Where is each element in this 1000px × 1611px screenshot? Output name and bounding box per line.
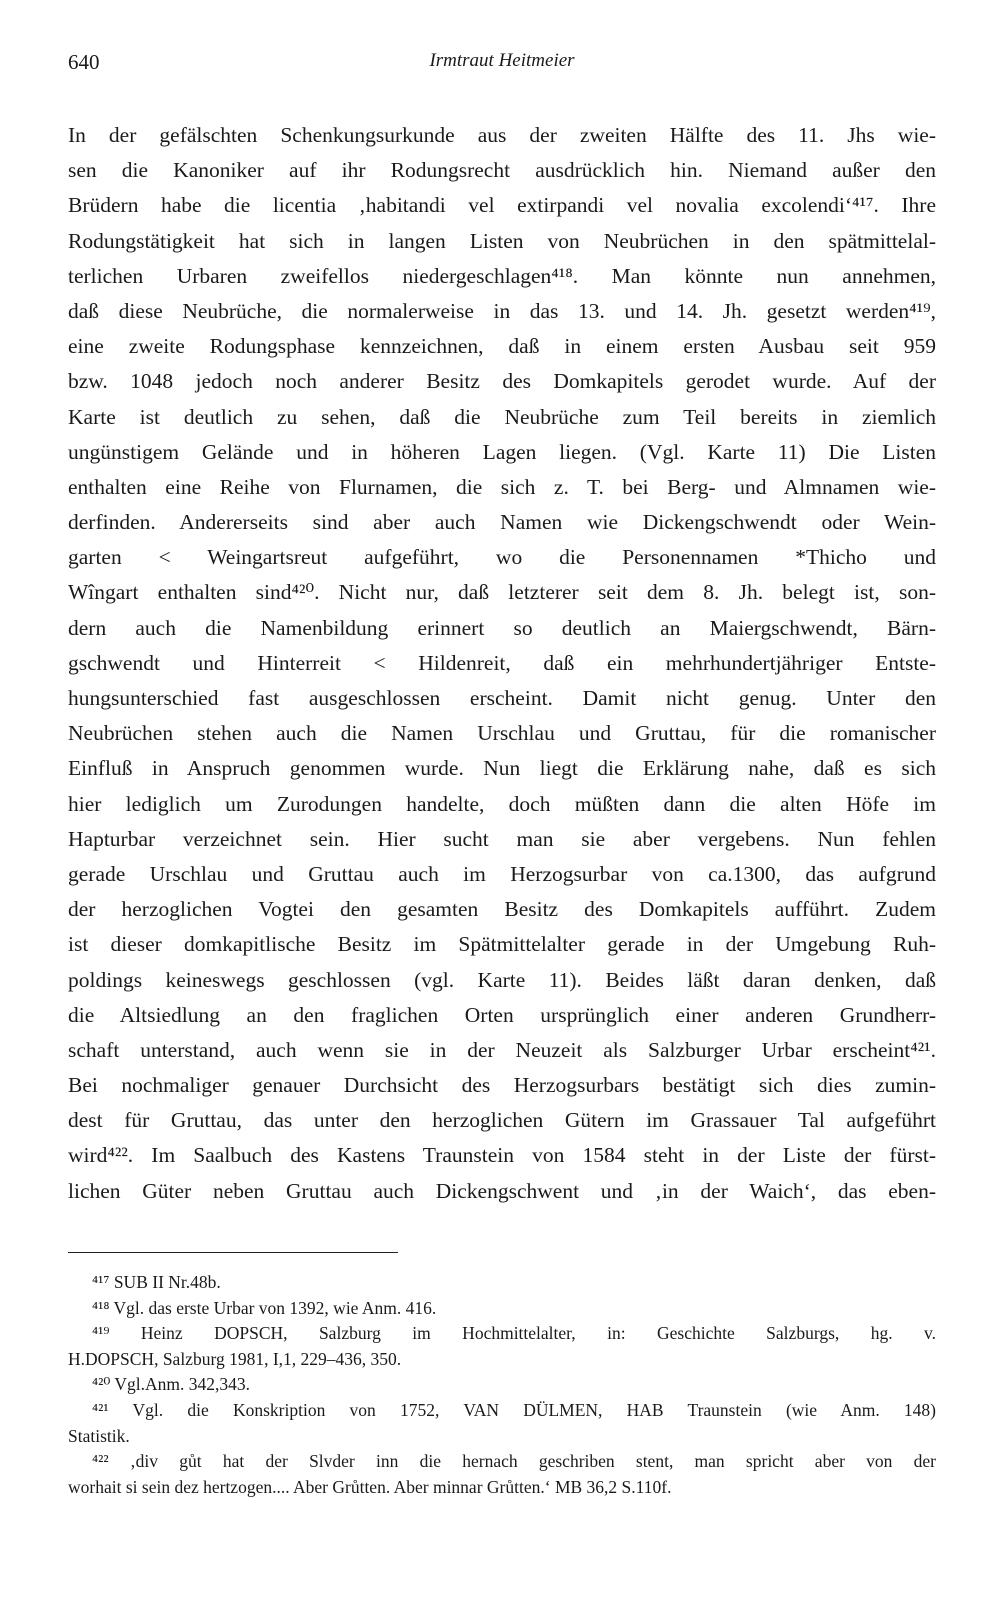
footnote-422-continued: worhait si sein dez hertzogen.... Aber Grůtten. Aber minnar Grůtten.‘ MB 36,2 S.110f. [68,1476,672,1497]
body-line: poldings keineswegs geschlossen (vgl. Karte 11). Beides läßt daran denken, daß [68,967,936,992]
body-line: Neubrüchen stehen auch die Namen Urschlau und Gruttau, für die romanischer [68,721,936,746]
body-line: schaft unterstand, auch wenn sie in der Neuzeit als Salzburger Urbar erscheint⁴²¹. [68,1037,936,1062]
body-line: In der gefälschten Schenkungsurkunde aus der zweiten Hälfte des 11. Jhs wie- [68,123,936,147]
footnote-419: ⁴¹⁹ Heinz DOPSCH, Salzburg im Hochmittelalter, in: Geschichte Salzburgs, hg. v. [92,1323,936,1344]
footnote-421-continued: Statistik. [68,1425,130,1446]
body-line: Einfluß in Anspruch genommen wurde. Nun liegt die Erklärung nahe, daß es sich [68,756,936,781]
body-line: Karte ist deutlich zu sehen, daß die Neubrüche zum Teil bereits in ziemlich [68,404,936,429]
footnote-422: ⁴²² ‚div gůt hat der Slvder inn die hernach geschriben stent, man spricht aber von der [92,1451,936,1472]
footnote-419-continued: H.DOPSCH, Salzburg 1981, I,1, 229–436, 350. [68,1348,402,1369]
footnote-417: ⁴¹⁷ SUB II Nr.48b. [92,1272,221,1292]
body-line: Wîngart enthalten sind⁴²⁰. Nicht nur, daß letzterer seit dem 8. Jh. belegt ist, son- [68,580,936,605]
body-line: eine zweite Rodungsphase kennzeichnen, daß in einem ersten Ausbau seit 959 [68,334,936,359]
body-line: derfinden. Andererseits sind aber auch Namen wie Dickengschwendt oder Wein- [68,510,936,535]
body-line: sen die Kanoniker auf ihr Rodungsrecht ausdrücklich hin. Niemand außer den [68,158,936,183]
body-line: Brüdern habe die licentia ‚habitandi vel extirpandi vel novalia excolendi‘⁴¹⁷. Ihre [68,193,936,218]
footnote-420: ⁴²⁰ Vgl.Anm. 342,343. [92,1374,251,1395]
body-line: die Altsiedlung an den fraglichen Orten ursprünglich einer anderen Grundherr- [68,1002,936,1027]
footnote-421: ⁴²¹ Vgl. die Konskription von 1752, VAN DÜLMEN, HAB Traunstein (wie Anm. 148) [92,1399,936,1420]
page-number: 640 [68,50,100,74]
body-line: lichen Güter neben Gruttau auch Dickengschwent und ‚in der Waich‘, das eben- [68,1178,936,1203]
footnote-separator [68,1252,398,1253]
running-head: Irmtraut Heitmeier [429,50,575,71]
footnotes [68,1270,936,1500]
body-line: enthalten eine Reihe von Flurnamen, die sich z. T. bei Berg- und Almnamen wie- [68,474,936,499]
body-line: hungsunterschied fast ausgeschlossen erscheint. Damit nicht genug. Unter den [68,686,936,710]
body-line: wird⁴²². Im Saalbuch des Kastens Traunstein von 1584 steht in der Liste der fürst- [68,1143,936,1168]
body-line: Rodungstätigkeit hat sich in langen Listen von Neubrüchen in den spätmittelal- [68,228,936,253]
body-line: garten < Weingartsreut aufgeführt, wo die Personennamen *Thicho und [68,545,936,570]
body-line: dest für Gruttau, das unter den herzoglichen Gütern im Grassauer Tal aufgeführt [68,1108,936,1133]
body-line: gerade Urschlau und Gruttau auch im Herzogsurbar von ca.1300, das aufgrund [68,861,936,886]
body-line: gschwendt und Hinterreit < Hildenreit, daß ein mehrhundertjähriger Entste- [68,650,936,675]
body-line: ist dieser domkapitlische Besitz im Spätmittelalter gerade in der Umgebung Ruh- [68,932,936,957]
body-line: bzw. 1048 jedoch noch anderer Besitz des Domkapitels gerodet wurde. Auf der [68,369,936,394]
page-header [68,50,936,80]
body-line: Bei nochmaliger genauer Durchsicht des Herzogsurbars bestätigt sich dies zumin- [68,1073,936,1098]
body-line: dern auch die Namenbildung erinnert so deutlich an Maiergschwendt, Bärn- [68,615,936,640]
body-line: terlichen Urbaren zweifellos niedergeschlagen⁴¹⁸. Man könnte nun annehmen, [68,263,936,288]
body-line: hier lediglich um Zurodungen handelte, doch müßten dann die alten Höfe im [68,791,936,816]
footnote-418: ⁴¹⁸ Vgl. das erste Urbar von 1392, wie Anm. 416. [92,1297,437,1318]
body-text [68,118,936,1209]
body-line: daß diese Neubrüche, die normalerweise in das 13. und 14. Jh. gesetzt werden⁴¹⁹, [68,298,936,323]
body-line: der herzoglichen Vogtei den gesamten Besitz des Domkapitels aufführt. Zudem [68,897,936,922]
body-line: ungünstigem Gelände und in höheren Lagen liegen. (Vgl. Karte 11) Die Listen [68,439,936,464]
body-line: Hapturbar verzeichnet sein. Hier sucht man sie aber vergebens. Nun fehlen [68,826,936,851]
